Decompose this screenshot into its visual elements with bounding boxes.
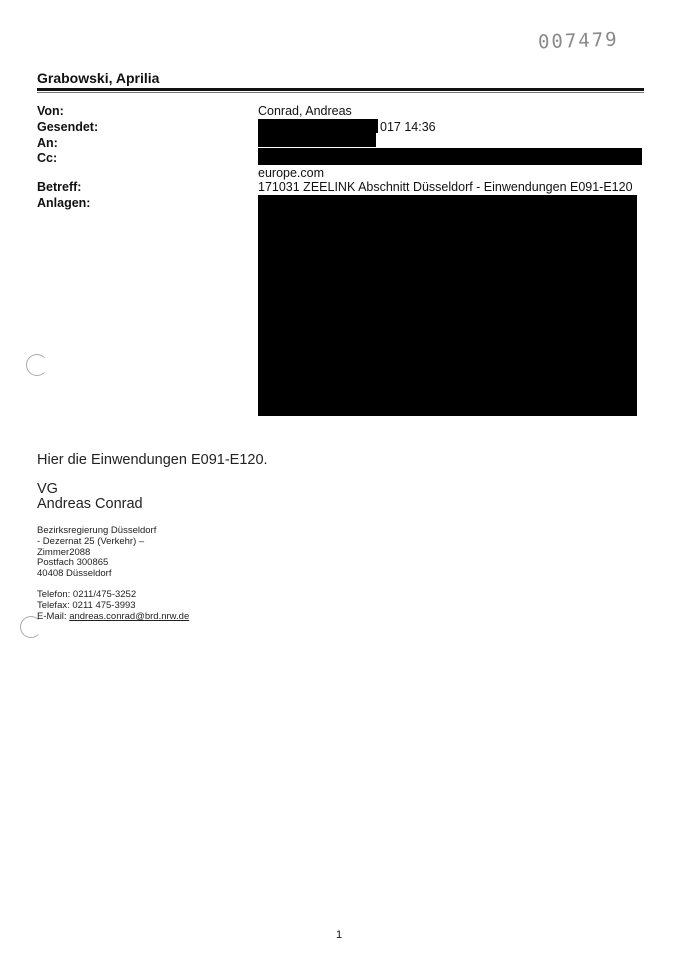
sent-label: Gesendet: xyxy=(37,120,99,134)
subject-value: 171031 ZEELINK Abschnitt Düsseldorf - Einwendungen E091-E120 xyxy=(258,180,633,194)
signature-phone: Telefon: 0211/475-3252 xyxy=(37,589,137,600)
cc-value: europe.com xyxy=(258,166,325,180)
signature-room: Zimmer2088 xyxy=(37,547,91,558)
signature-email-link[interactable]: andreas.conrad@brd.nrw.de xyxy=(69,611,190,622)
signature-pobox: Postfach 300865 xyxy=(37,557,109,568)
redacted-sent-date xyxy=(258,119,378,133)
document-stamp-number: 007479 xyxy=(537,28,619,54)
header-divider-thin xyxy=(37,92,644,93)
signature-fax: Telefax: 0211 475-3993 xyxy=(37,600,136,611)
punch-hole-mark xyxy=(26,354,48,376)
from-label: Von: xyxy=(37,104,64,118)
page-number: 1 xyxy=(336,929,343,941)
attachments-label: Anlagen: xyxy=(37,196,91,210)
signature-email-label: E-Mail: xyxy=(37,611,67,622)
header-divider xyxy=(37,88,644,91)
signature-department: - Dezernat 25 (Verkehr) – xyxy=(37,536,145,547)
mailbox-owner-name: Grabowski, Aprilia xyxy=(37,70,160,86)
redacted-attachments xyxy=(258,195,637,416)
message-signature-name: Andreas Conrad xyxy=(37,496,143,512)
signature-city: 40408 Düsseldorf xyxy=(37,568,112,579)
cc-label: Cc: xyxy=(37,151,58,165)
redacted-cc-recipients xyxy=(258,148,642,165)
message-closing: VG xyxy=(37,481,58,497)
from-value: Conrad, Andreas xyxy=(258,104,352,118)
message-body-text: Hier die Einwendungen E091-E120. xyxy=(37,452,268,468)
sent-value: 017 14:36 xyxy=(380,120,436,134)
signature-email-row xyxy=(37,611,189,622)
redacted-to-recipients xyxy=(258,133,376,147)
subject-label: Betreff: xyxy=(37,180,82,194)
signature-organization: Bezirksregierung Düsseldorf xyxy=(37,525,157,536)
to-label: An: xyxy=(37,136,58,150)
